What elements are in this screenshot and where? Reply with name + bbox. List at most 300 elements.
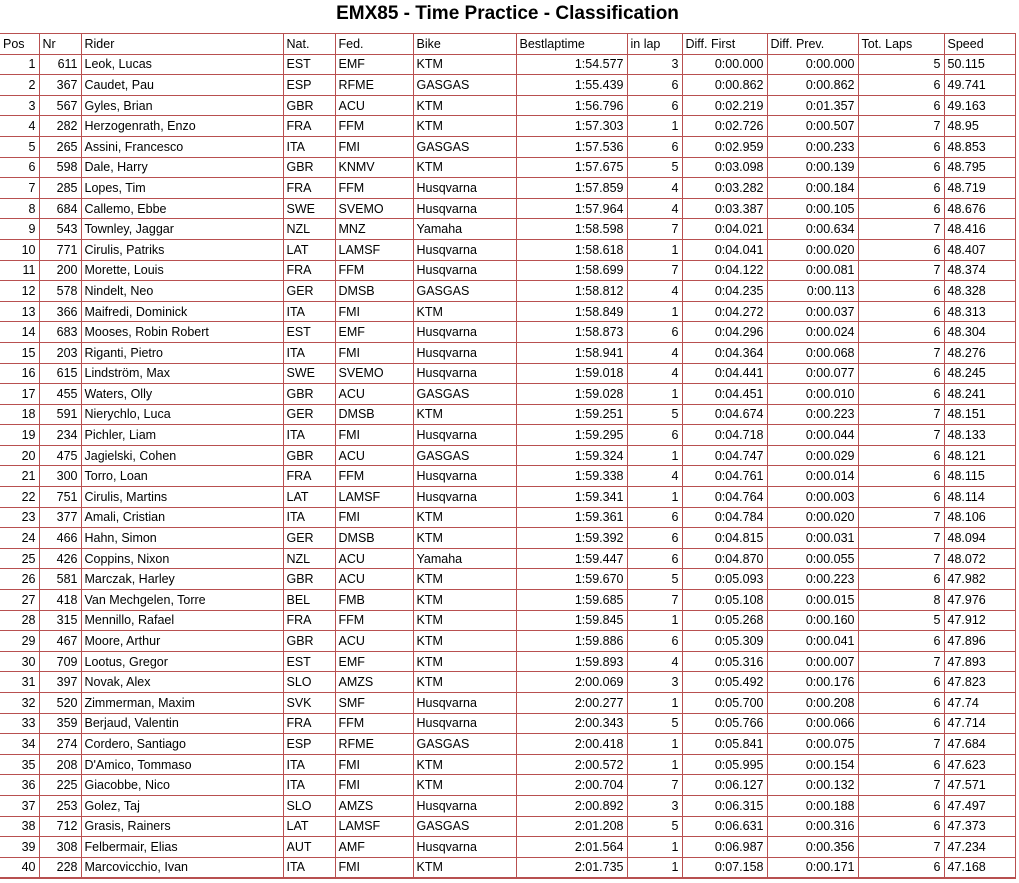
cell-fed: FMI bbox=[335, 342, 413, 363]
cell-in-lap: 5 bbox=[627, 816, 682, 837]
table-row bbox=[0, 857, 1015, 878]
cell-nr: 200 bbox=[39, 260, 81, 281]
cell-bike: Husqvarna bbox=[413, 693, 516, 714]
cell-tot-laps: 6 bbox=[858, 672, 944, 693]
cell-in-lap: 1 bbox=[627, 693, 682, 714]
cell-speed: 49.163 bbox=[944, 95, 1015, 116]
cell-speed: 48.313 bbox=[944, 301, 1015, 322]
cell-nat: EST bbox=[283, 54, 335, 75]
cell-bestlaptime: 1:59.670 bbox=[516, 569, 627, 590]
cell-nr: 475 bbox=[39, 445, 81, 466]
cell-bike: Husqvarna bbox=[413, 342, 516, 363]
cell-nr: 308 bbox=[39, 837, 81, 858]
cell-bike: KTM bbox=[413, 301, 516, 322]
cell-nr: 591 bbox=[39, 404, 81, 425]
cell-in-lap: 6 bbox=[627, 631, 682, 652]
cell-diff-first: 0:05.316 bbox=[682, 651, 767, 672]
cell-bike: KTM bbox=[413, 528, 516, 549]
cell-nr: 228 bbox=[39, 857, 81, 878]
cell-bestlaptime: 2:01.735 bbox=[516, 857, 627, 878]
cell-nr: 265 bbox=[39, 136, 81, 157]
cell-bike: KTM bbox=[413, 116, 516, 137]
cell-pos: 6 bbox=[0, 157, 39, 178]
cell-speed: 47.823 bbox=[944, 672, 1015, 693]
cell-rider: Mooses, Robin Robert bbox=[81, 322, 283, 343]
cell-diff-prev: 0:00.000 bbox=[767, 54, 858, 75]
table-row bbox=[0, 754, 1015, 775]
cell-speed: 50.115 bbox=[944, 54, 1015, 75]
cell-bike: KTM bbox=[413, 672, 516, 693]
cell-rider: D'Amico, Tommaso bbox=[81, 754, 283, 775]
cell-rider: Waters, Olly bbox=[81, 384, 283, 405]
cell-tot-laps: 6 bbox=[858, 693, 944, 714]
cell-diff-prev: 0:00.010 bbox=[767, 384, 858, 405]
cell-fed: AMZS bbox=[335, 672, 413, 693]
col-header-bike[interactable]: Bike bbox=[413, 34, 516, 55]
table-row bbox=[0, 54, 1015, 75]
cell-fed: AMF bbox=[335, 837, 413, 858]
cell-bike: Husqvarna bbox=[413, 713, 516, 734]
cell-speed: 48.245 bbox=[944, 363, 1015, 384]
cell-bike: Yamaha bbox=[413, 548, 516, 569]
cell-tot-laps: 6 bbox=[858, 178, 944, 199]
col-header-bestlaptime[interactable]: Bestlaptime bbox=[516, 34, 627, 55]
cell-nat: ITA bbox=[283, 507, 335, 528]
cell-nr: 208 bbox=[39, 754, 81, 775]
cell-tot-laps: 6 bbox=[858, 301, 944, 322]
cell-in-lap: 1 bbox=[627, 487, 682, 508]
cell-nr: 282 bbox=[39, 116, 81, 137]
cell-tot-laps: 6 bbox=[858, 95, 944, 116]
cell-nat: SVK bbox=[283, 693, 335, 714]
cell-in-lap: 1 bbox=[627, 734, 682, 755]
cell-in-lap: 1 bbox=[627, 239, 682, 260]
cell-speed: 47.912 bbox=[944, 610, 1015, 631]
cell-speed: 47.714 bbox=[944, 713, 1015, 734]
table-row bbox=[0, 775, 1015, 796]
cell-rider: Cordero, Santiago bbox=[81, 734, 283, 755]
cell-pos: 5 bbox=[0, 136, 39, 157]
cell-bestlaptime: 1:58.618 bbox=[516, 239, 627, 260]
cell-diff-prev: 0:00.139 bbox=[767, 157, 858, 178]
cell-diff-prev: 0:00.014 bbox=[767, 466, 858, 487]
cell-diff-prev: 0:00.356 bbox=[767, 837, 858, 858]
table-row bbox=[0, 651, 1015, 672]
cell-pos: 13 bbox=[0, 301, 39, 322]
cell-diff-first: 0:06.987 bbox=[682, 837, 767, 858]
cell-speed: 48.276 bbox=[944, 342, 1015, 363]
cell-in-lap: 6 bbox=[627, 136, 682, 157]
cell-bike: Husqvarna bbox=[413, 322, 516, 343]
cell-tot-laps: 6 bbox=[858, 713, 944, 734]
cell-nr: 203 bbox=[39, 342, 81, 363]
cell-pos: 16 bbox=[0, 363, 39, 384]
cell-pos: 21 bbox=[0, 466, 39, 487]
table-row bbox=[0, 116, 1015, 137]
cell-diff-prev: 0:00.233 bbox=[767, 136, 858, 157]
cell-tot-laps: 6 bbox=[858, 384, 944, 405]
cell-tot-laps: 6 bbox=[858, 754, 944, 775]
cell-bike: GASGAS bbox=[413, 136, 516, 157]
cell-bike: Husqvarna bbox=[413, 425, 516, 446]
cell-speed: 47.976 bbox=[944, 590, 1015, 611]
col-header-speed[interactable]: Speed bbox=[944, 34, 1015, 55]
cell-fed: KNMV bbox=[335, 157, 413, 178]
cell-bestlaptime: 2:01.208 bbox=[516, 816, 627, 837]
cell-rider: Giacobbe, Nico bbox=[81, 775, 283, 796]
cell-in-lap: 3 bbox=[627, 795, 682, 816]
cell-pos: 17 bbox=[0, 384, 39, 405]
col-header-nat[interactable]: Nat. bbox=[283, 34, 335, 55]
table-row bbox=[0, 239, 1015, 260]
cell-rider: Felbermair, Elias bbox=[81, 837, 283, 858]
cell-fed: ACU bbox=[335, 384, 413, 405]
cell-pos: 7 bbox=[0, 178, 39, 199]
cell-rider: Leok, Lucas bbox=[81, 54, 283, 75]
col-header-in-lap[interactable]: in lap bbox=[627, 34, 682, 55]
cell-diff-prev: 0:00.507 bbox=[767, 116, 858, 137]
cell-pos: 3 bbox=[0, 95, 39, 116]
col-header-rider[interactable]: Rider bbox=[81, 34, 283, 55]
cell-bike: Husqvarna bbox=[413, 198, 516, 219]
cell-nat: FRA bbox=[283, 260, 335, 281]
cell-fed: DMSB bbox=[335, 404, 413, 425]
cell-diff-first: 0:06.315 bbox=[682, 795, 767, 816]
cell-in-lap: 7 bbox=[627, 775, 682, 796]
cell-nat: FRA bbox=[283, 178, 335, 199]
cell-bike: KTM bbox=[413, 157, 516, 178]
cell-rider: Townley, Jaggar bbox=[81, 219, 283, 240]
cell-tot-laps: 7 bbox=[858, 219, 944, 240]
cell-nat: GBR bbox=[283, 384, 335, 405]
cell-in-lap: 6 bbox=[627, 425, 682, 446]
cell-diff-first: 0:05.995 bbox=[682, 754, 767, 775]
cell-diff-first: 0:04.761 bbox=[682, 466, 767, 487]
cell-rider: Riganti, Pietro bbox=[81, 342, 283, 363]
cell-fed: LAMSF bbox=[335, 487, 413, 508]
cell-rider: Golez, Taj bbox=[81, 795, 283, 816]
cell-nr: 567 bbox=[39, 95, 81, 116]
cell-diff-prev: 0:00.066 bbox=[767, 713, 858, 734]
cell-nr: 225 bbox=[39, 775, 81, 796]
cell-diff-first: 0:04.451 bbox=[682, 384, 767, 405]
cell-speed: 47.571 bbox=[944, 775, 1015, 796]
cell-rider: Lopes, Tim bbox=[81, 178, 283, 199]
cell-diff-prev: 0:00.044 bbox=[767, 425, 858, 446]
cell-speed: 48.853 bbox=[944, 136, 1015, 157]
cell-fed: EMF bbox=[335, 54, 413, 75]
cell-bike: KTM bbox=[413, 610, 516, 631]
cell-tot-laps: 7 bbox=[858, 775, 944, 796]
cell-tot-laps: 6 bbox=[858, 795, 944, 816]
cell-pos: 40 bbox=[0, 857, 39, 878]
cell-tot-laps: 6 bbox=[858, 857, 944, 878]
cell-fed: SVEMO bbox=[335, 198, 413, 219]
cell-diff-first: 0:04.122 bbox=[682, 260, 767, 281]
cell-rider: Maifredi, Dominick bbox=[81, 301, 283, 322]
cell-nat: BEL bbox=[283, 590, 335, 611]
cell-in-lap: 6 bbox=[627, 75, 682, 96]
cell-diff-prev: 0:00.862 bbox=[767, 75, 858, 96]
cell-diff-prev: 0:00.029 bbox=[767, 445, 858, 466]
cell-in-lap: 3 bbox=[627, 672, 682, 693]
cell-diff-prev: 0:00.171 bbox=[767, 857, 858, 878]
cell-in-lap: 3 bbox=[627, 54, 682, 75]
cell-nr: 359 bbox=[39, 713, 81, 734]
cell-fed: RFME bbox=[335, 75, 413, 96]
cell-rider: Amali, Cristian bbox=[81, 507, 283, 528]
cell-fed: FMI bbox=[335, 775, 413, 796]
cell-fed: FMI bbox=[335, 136, 413, 157]
cell-pos: 25 bbox=[0, 548, 39, 569]
cell-rider: Van Mechgelen, Torre bbox=[81, 590, 283, 611]
cell-speed: 48.374 bbox=[944, 260, 1015, 281]
cell-bike: KTM bbox=[413, 507, 516, 528]
cell-speed: 48.676 bbox=[944, 198, 1015, 219]
cell-speed: 48.416 bbox=[944, 219, 1015, 240]
cell-diff-prev: 0:00.188 bbox=[767, 795, 858, 816]
table-row bbox=[0, 528, 1015, 549]
cell-bestlaptime: 1:59.018 bbox=[516, 363, 627, 384]
cell-bestlaptime: 1:58.812 bbox=[516, 281, 627, 302]
cell-diff-first: 0:05.309 bbox=[682, 631, 767, 652]
cell-speed: 47.234 bbox=[944, 837, 1015, 858]
table-row bbox=[0, 795, 1015, 816]
cell-bestlaptime: 1:59.251 bbox=[516, 404, 627, 425]
cell-diff-first: 0:03.282 bbox=[682, 178, 767, 199]
cell-bike: KTM bbox=[413, 651, 516, 672]
cell-tot-laps: 6 bbox=[858, 322, 944, 343]
cell-fed: SVEMO bbox=[335, 363, 413, 384]
cell-nr: 455 bbox=[39, 384, 81, 405]
cell-pos: 12 bbox=[0, 281, 39, 302]
cell-bestlaptime: 1:58.941 bbox=[516, 342, 627, 363]
cell-fed: FMB bbox=[335, 590, 413, 611]
cell-bestlaptime: 2:01.564 bbox=[516, 837, 627, 858]
cell-tot-laps: 5 bbox=[858, 610, 944, 631]
cell-bestlaptime: 1:55.439 bbox=[516, 75, 627, 96]
cell-speed: 48.407 bbox=[944, 239, 1015, 260]
cell-nat: EST bbox=[283, 651, 335, 672]
cell-in-lap: 7 bbox=[627, 590, 682, 611]
table-row bbox=[0, 404, 1015, 425]
cell-tot-laps: 7 bbox=[858, 734, 944, 755]
cell-rider: Morette, Louis bbox=[81, 260, 283, 281]
cell-speed: 48.151 bbox=[944, 404, 1015, 425]
cell-in-lap: 7 bbox=[627, 260, 682, 281]
cell-in-lap: 4 bbox=[627, 363, 682, 384]
cell-nat: SWE bbox=[283, 198, 335, 219]
table-row bbox=[0, 631, 1015, 652]
cell-bike: Husqvarna bbox=[413, 487, 516, 508]
cell-nr: 615 bbox=[39, 363, 81, 384]
table-row bbox=[0, 445, 1015, 466]
cell-fed: LAMSF bbox=[335, 816, 413, 837]
cell-in-lap: 7 bbox=[627, 219, 682, 240]
cell-diff-first: 0:02.726 bbox=[682, 116, 767, 137]
cell-rider: Lindström, Max bbox=[81, 363, 283, 384]
cell-speed: 48.241 bbox=[944, 384, 1015, 405]
cell-in-lap: 6 bbox=[627, 507, 682, 528]
cell-fed: ACU bbox=[335, 569, 413, 590]
col-header-nr[interactable]: Nr bbox=[39, 34, 81, 55]
cell-fed: ACU bbox=[335, 631, 413, 652]
cell-speed: 48.304 bbox=[944, 322, 1015, 343]
cell-bestlaptime: 1:59.685 bbox=[516, 590, 627, 611]
cell-pos: 39 bbox=[0, 837, 39, 858]
cell-nat: SLO bbox=[283, 795, 335, 816]
cell-rider: Herzogenrath, Enzo bbox=[81, 116, 283, 137]
cell-bike: KTM bbox=[413, 775, 516, 796]
cell-nat: ITA bbox=[283, 775, 335, 796]
cell-diff-prev: 0:00.316 bbox=[767, 816, 858, 837]
cell-diff-first: 0:02.219 bbox=[682, 95, 767, 116]
cell-rider: Lootus, Gregor bbox=[81, 651, 283, 672]
col-header-tot-laps[interactable]: Tot. Laps bbox=[858, 34, 944, 55]
cell-pos: 26 bbox=[0, 569, 39, 590]
cell-bestlaptime: 1:58.598 bbox=[516, 219, 627, 240]
cell-speed: 48.072 bbox=[944, 548, 1015, 569]
table-row bbox=[0, 466, 1015, 487]
cell-diff-first: 0:04.041 bbox=[682, 239, 767, 260]
cell-fed: EMF bbox=[335, 322, 413, 343]
cell-bestlaptime: 1:57.675 bbox=[516, 157, 627, 178]
cell-pos: 35 bbox=[0, 754, 39, 775]
cell-nr: 367 bbox=[39, 75, 81, 96]
cell-nr: 397 bbox=[39, 672, 81, 693]
cell-speed: 47.893 bbox=[944, 651, 1015, 672]
cell-nat: ITA bbox=[283, 857, 335, 878]
cell-nr: 466 bbox=[39, 528, 81, 549]
cell-diff-prev: 0:00.068 bbox=[767, 342, 858, 363]
cell-pos: 29 bbox=[0, 631, 39, 652]
table-row bbox=[0, 281, 1015, 302]
cell-diff-prev: 0:00.024 bbox=[767, 322, 858, 343]
cell-diff-prev: 0:00.132 bbox=[767, 775, 858, 796]
cell-rider: Nindelt, Neo bbox=[81, 281, 283, 302]
cell-fed: AMZS bbox=[335, 795, 413, 816]
cell-bike: KTM bbox=[413, 404, 516, 425]
cell-rider: Novak, Alex bbox=[81, 672, 283, 693]
cell-tot-laps: 6 bbox=[858, 281, 944, 302]
cell-diff-first: 0:03.387 bbox=[682, 198, 767, 219]
table-row bbox=[0, 198, 1015, 219]
cell-bike: Husqvarna bbox=[413, 466, 516, 487]
cell-pos: 9 bbox=[0, 219, 39, 240]
cell-fed: FFM bbox=[335, 116, 413, 137]
cell-diff-first: 0:00.862 bbox=[682, 75, 767, 96]
cell-nr: 418 bbox=[39, 590, 81, 611]
cell-nat: FRA bbox=[283, 116, 335, 137]
table-row bbox=[0, 548, 1015, 569]
cell-bestlaptime: 1:58.873 bbox=[516, 322, 627, 343]
cell-fed: LAMSF bbox=[335, 239, 413, 260]
cell-nat: NZL bbox=[283, 219, 335, 240]
table-row bbox=[0, 342, 1015, 363]
cell-pos: 18 bbox=[0, 404, 39, 425]
cell-fed: FFM bbox=[335, 713, 413, 734]
cell-tot-laps: 6 bbox=[858, 445, 944, 466]
cell-nat: GER bbox=[283, 528, 335, 549]
cell-nr: 684 bbox=[39, 198, 81, 219]
col-header-fed[interactable]: Fed. bbox=[335, 34, 413, 55]
cell-nat: ITA bbox=[283, 754, 335, 775]
cell-nr: 751 bbox=[39, 487, 81, 508]
col-header-pos[interactable]: Pos bbox=[0, 34, 39, 55]
cell-diff-first: 0:06.631 bbox=[682, 816, 767, 837]
cell-rider: Pichler, Liam bbox=[81, 425, 283, 446]
cell-diff-prev: 0:00.077 bbox=[767, 363, 858, 384]
cell-bike: KTM bbox=[413, 857, 516, 878]
cell-pos: 14 bbox=[0, 322, 39, 343]
cell-in-lap: 6 bbox=[627, 528, 682, 549]
cell-pos: 2 bbox=[0, 75, 39, 96]
cell-bike: Husqvarna bbox=[413, 178, 516, 199]
cell-speed: 48.95 bbox=[944, 116, 1015, 137]
cell-tot-laps: 7 bbox=[858, 528, 944, 549]
cell-tot-laps: 7 bbox=[858, 548, 944, 569]
col-header-diff-first[interactable]: Diff. First bbox=[682, 34, 767, 55]
cell-diff-first: 0:04.718 bbox=[682, 425, 767, 446]
table-row bbox=[0, 219, 1015, 240]
table-row bbox=[0, 713, 1015, 734]
cell-speed: 49.741 bbox=[944, 75, 1015, 96]
cell-speed: 48.328 bbox=[944, 281, 1015, 302]
cell-diff-first: 0:04.764 bbox=[682, 487, 767, 508]
cell-in-lap: 4 bbox=[627, 198, 682, 219]
cell-diff-first: 0:04.272 bbox=[682, 301, 767, 322]
cell-in-lap: 1 bbox=[627, 116, 682, 137]
table-row bbox=[0, 672, 1015, 693]
cell-tot-laps: 6 bbox=[858, 136, 944, 157]
cell-bestlaptime: 1:59.893 bbox=[516, 651, 627, 672]
cell-pos: 30 bbox=[0, 651, 39, 672]
cell-bestlaptime: 1:59.028 bbox=[516, 384, 627, 405]
cell-nat: GBR bbox=[283, 95, 335, 116]
cell-fed: RFME bbox=[335, 734, 413, 755]
cell-bike: GASGAS bbox=[413, 445, 516, 466]
cell-pos: 37 bbox=[0, 795, 39, 816]
cell-pos: 27 bbox=[0, 590, 39, 611]
cell-pos: 10 bbox=[0, 239, 39, 260]
cell-nr: 520 bbox=[39, 693, 81, 714]
col-header-diff-prev[interactable]: Diff. Prev. bbox=[767, 34, 858, 55]
cell-fed: FFM bbox=[335, 610, 413, 631]
cell-nat: GBR bbox=[283, 157, 335, 178]
cell-speed: 48.795 bbox=[944, 157, 1015, 178]
cell-nr: 426 bbox=[39, 548, 81, 569]
cell-diff-prev: 0:00.041 bbox=[767, 631, 858, 652]
cell-bestlaptime: 1:59.886 bbox=[516, 631, 627, 652]
cell-diff-prev: 0:00.037 bbox=[767, 301, 858, 322]
cell-bestlaptime: 1:59.341 bbox=[516, 487, 627, 508]
cell-nat: SWE bbox=[283, 363, 335, 384]
cell-bike: KTM bbox=[413, 754, 516, 775]
cell-nr: 611 bbox=[39, 54, 81, 75]
cell-tot-laps: 7 bbox=[858, 342, 944, 363]
cell-bike: KTM bbox=[413, 54, 516, 75]
table-row bbox=[0, 693, 1015, 714]
cell-tot-laps: 7 bbox=[858, 651, 944, 672]
cell-nat: FRA bbox=[283, 466, 335, 487]
cell-nr: 234 bbox=[39, 425, 81, 446]
cell-nat: AUT bbox=[283, 837, 335, 858]
cell-bike: KTM bbox=[413, 590, 516, 611]
cell-diff-first: 0:05.700 bbox=[682, 693, 767, 714]
cell-pos: 34 bbox=[0, 734, 39, 755]
cell-diff-first: 0:04.815 bbox=[682, 528, 767, 549]
cell-pos: 28 bbox=[0, 610, 39, 631]
